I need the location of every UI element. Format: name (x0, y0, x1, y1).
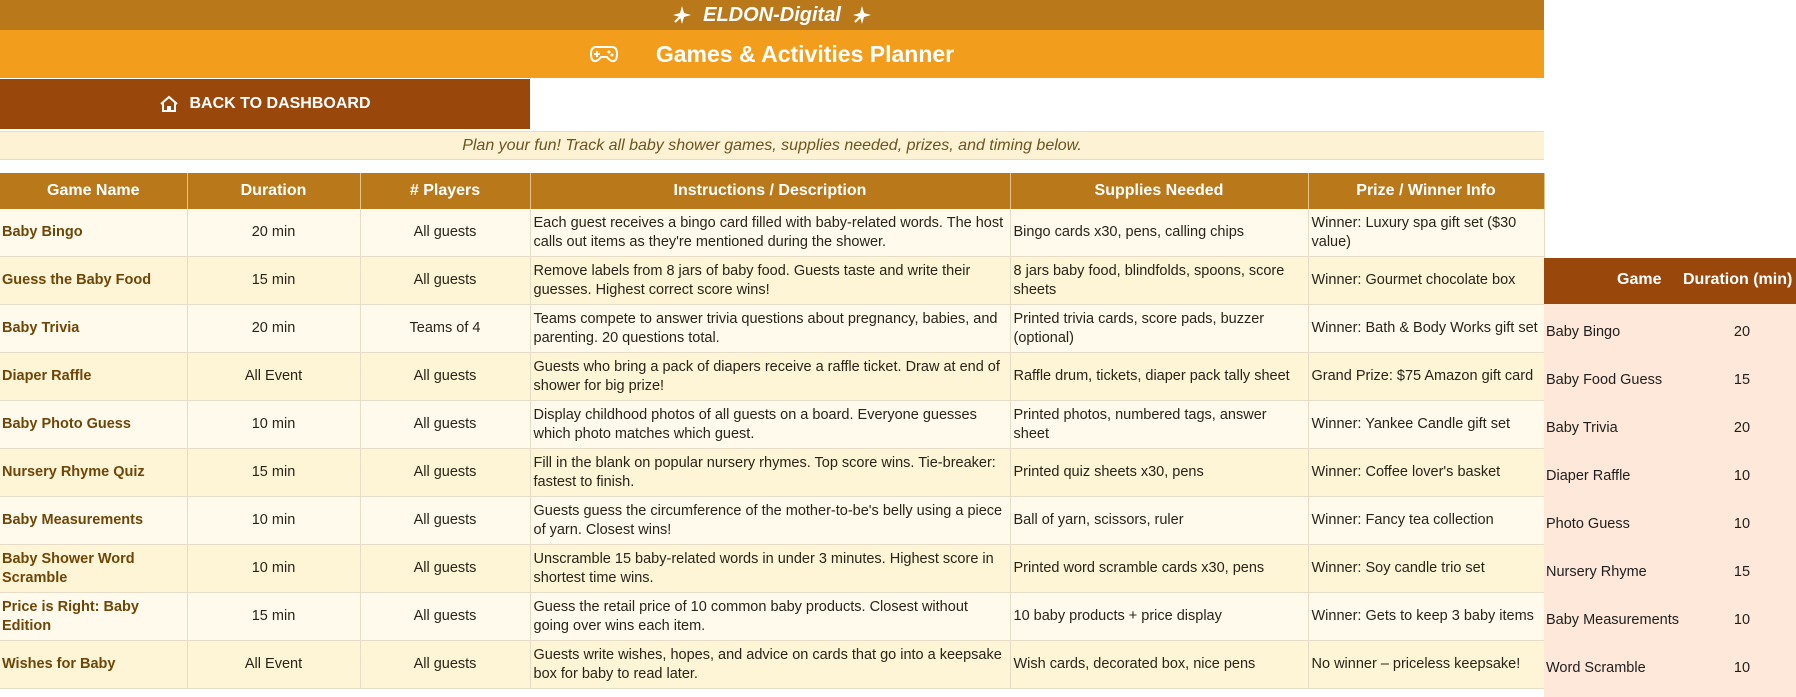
summary-duration: 10 (1733, 516, 1751, 532)
game-name-cell[interactable]: Price is Right: Baby Edition (0, 593, 187, 641)
summary-header (1544, 258, 1796, 304)
summary-game: Baby Food Guess (1546, 372, 1663, 388)
column-header[interactable]: Duration (187, 173, 360, 209)
instructions-cell[interactable]: Display childhood photos of all guests on a board. Everyone guesses which photo matches which guest. (530, 401, 1010, 449)
summary-row (1544, 448, 1796, 496)
players-cell[interactable]: All guests (360, 209, 530, 257)
table-row[interactable] (0, 209, 1544, 257)
supplies-cell[interactable]: Printed quiz sheets x30, pens (1010, 449, 1308, 497)
players-cell[interactable]: All guests (360, 401, 530, 449)
back-to-dashboard-button[interactable] (0, 79, 530, 129)
sparkle-icon (671, 4, 693, 26)
game-name-cell[interactable]: Baby Bingo (0, 209, 187, 257)
supplies-cell[interactable]: Bingo cards x30, pens, calling chips (1010, 209, 1308, 257)
prize-cell[interactable]: Winner: Yankee Candle gift set (1308, 401, 1544, 449)
summary-row (1544, 352, 1796, 400)
duration-summary-panel (1544, 258, 1796, 697)
duration-cell[interactable]: 10 min (187, 545, 360, 593)
page-subtitle: Plan your fun! Track all baby shower games, supplies needed, prizes, and timing below. (0, 131, 1544, 160)
table-row[interactable] (0, 449, 1544, 497)
summary-game: Word Scramble (1546, 660, 1646, 676)
table-row[interactable] (0, 497, 1544, 545)
page-title: Games & Activities Planner (655, 40, 955, 67)
duration-cell[interactable]: All Event (187, 641, 360, 689)
summary-game: Baby Bingo (1546, 324, 1621, 340)
brand-name: ELDON-Digital (703, 3, 841, 26)
summary-duration: 10 (1733, 612, 1751, 628)
instructions-cell[interactable]: Guests who bring a pack of diapers receive a raffle ticket. Draw at end of shower for big prize! (530, 353, 1010, 401)
summary-game: Diaper Raffle (1546, 468, 1631, 484)
prize-cell[interactable]: No winner – priceless keepsake! (1308, 641, 1544, 689)
table-header-row (0, 173, 1544, 209)
summary-row (1544, 640, 1796, 688)
duration-cell[interactable]: 10 min (187, 401, 360, 449)
house-icon (159, 95, 179, 113)
summary-row (1544, 496, 1796, 544)
column-header[interactable]: Game Name (0, 173, 187, 209)
supplies-cell[interactable]: Ball of yarn, scissors, ruler (1010, 497, 1308, 545)
summary-row (1544, 304, 1796, 352)
table-row[interactable] (0, 257, 1544, 305)
prize-cell[interactable]: Winner: Luxury spa gift set ($30 value) (1308, 209, 1544, 257)
prize-cell[interactable]: Winner: Gets to keep 3 baby items (1308, 593, 1544, 641)
instructions-cell[interactable]: Guess the retail price of 10 common baby products. Closest without going over wins each item. (530, 593, 1010, 641)
games-table (0, 173, 1545, 689)
game-name-cell[interactable]: Baby Shower Word Scramble (0, 545, 187, 593)
table-row[interactable] (0, 641, 1544, 689)
summary-duration: 10 (1733, 468, 1751, 484)
duration-cell[interactable]: 15 min (187, 449, 360, 497)
column-header[interactable]: Prize / Winner Info (1308, 173, 1544, 209)
supplies-cell[interactable]: 8 jars baby food, blindfolds, spoons, score sheets (1010, 257, 1308, 305)
summary-duration: 10 (1733, 660, 1751, 676)
prize-cell[interactable]: Winner: Soy candle trio set (1308, 545, 1544, 593)
players-cell[interactable]: All guests (360, 257, 530, 305)
duration-cell[interactable]: All Event (187, 353, 360, 401)
sparkle-icon (851, 4, 873, 26)
players-cell[interactable]: Teams of 4 (360, 305, 530, 353)
instructions-cell[interactable]: Guests guess the circumference of the mother-to-be's belly using a piece of yarn. Closest wins! (530, 497, 1010, 545)
gamepad-icon (590, 44, 618, 64)
instructions-cell[interactable]: Each guest receives a bingo card filled with baby-related words. The host calls out items as they're mentioned during the shower. (530, 209, 1010, 257)
prize-cell[interactable]: Winner: Coffee lover's basket (1308, 449, 1544, 497)
summary-duration: 20 (1733, 324, 1751, 340)
players-cell[interactable]: All guests (360, 497, 530, 545)
brand-bar (0, 0, 1544, 30)
instructions-cell[interactable]: Teams compete to answer trivia questions about pregnancy, babies, and parenting. 20 questions total. (530, 305, 1010, 353)
summary-game: Baby Measurements (1546, 612, 1679, 628)
prize-cell[interactable]: Grand Prize: $75 Amazon gift card (1308, 353, 1544, 401)
duration-cell[interactable]: 20 min (187, 209, 360, 257)
summary-row (1544, 400, 1796, 448)
supplies-cell[interactable]: Printed word scramble cards x30, pens (1010, 545, 1308, 593)
summary-duration: 20 (1733, 420, 1751, 436)
back-button-label: BACK TO DASHBOARD (189, 95, 371, 112)
players-cell[interactable]: All guests (360, 641, 530, 689)
instructions-cell[interactable]: Remove labels from 8 jars of baby food. Guests taste and write their guesses. Highest correct score wins! (530, 257, 1010, 305)
game-name-cell[interactable]: Baby Measurements (0, 497, 187, 545)
players-cell[interactable]: All guests (360, 545, 530, 593)
players-cell[interactable]: All guests (360, 593, 530, 641)
column-header[interactable]: Instructions / Description (530, 173, 1010, 209)
summary-game: Photo Guess (1546, 516, 1630, 532)
players-cell[interactable]: All guests (360, 449, 530, 497)
duration-cell[interactable]: 10 min (187, 497, 360, 545)
instructions-cell[interactable]: Guests write wishes, hopes, and advice on cards that go into a keepsake box for baby to read later. (530, 641, 1010, 689)
table-row[interactable] (0, 401, 1544, 449)
players-cell[interactable]: All guests (360, 353, 530, 401)
supplies-cell[interactable]: Raffle drum, tickets, diaper pack tally sheet (1010, 353, 1308, 401)
table-row[interactable] (0, 353, 1544, 401)
summary-row (1544, 592, 1796, 640)
summary-duration: 15 (1733, 372, 1751, 388)
summary-game: Nursery Rhyme (1546, 564, 1647, 580)
duration-cell[interactable]: 15 min (187, 257, 360, 305)
table-row[interactable] (0, 593, 1544, 641)
instructions-cell[interactable]: Unscramble 15 baby-related words in under 3 minutes. Highest score in shortest time wins. (530, 545, 1010, 593)
prize-cell[interactable]: Winner: Bath & Body Works gift set (1308, 305, 1544, 353)
game-name-cell[interactable]: Wishes for Baby (0, 641, 187, 689)
table-row[interactable] (0, 305, 1544, 353)
supplies-cell[interactable]: Printed trivia cards, score pads, buzzer (optional) (1010, 305, 1308, 353)
prize-cell[interactable]: Winner: Fancy tea collection (1308, 497, 1544, 545)
duration-cell[interactable]: 20 min (187, 305, 360, 353)
table-row[interactable] (0, 545, 1544, 593)
instructions-cell[interactable]: Fill in the blank on popular nursery rhymes. Top score wins. Tie-breaker: fastest to finish. (530, 449, 1010, 497)
column-header[interactable]: Supplies Needed (1010, 173, 1308, 209)
game-name-cell[interactable]: Baby Trivia (0, 305, 187, 353)
game-name-cell[interactable]: Diaper Raffle (0, 353, 187, 401)
summary-header-game: Game (1617, 271, 1662, 288)
duration-cell[interactable]: 15 min (187, 593, 360, 641)
summary-duration: 15 (1733, 564, 1751, 580)
page-title-bar (0, 30, 1544, 78)
supplies-cell[interactable]: 10 baby products + price display (1010, 593, 1308, 641)
supplies-cell[interactable]: Printed photos, numbered tags, answer sheet (1010, 401, 1308, 449)
prize-cell[interactable]: Winner: Gourmet chocolate box (1308, 257, 1544, 305)
game-name-cell[interactable]: Nursery Rhyme Quiz (0, 449, 187, 497)
game-name-cell[interactable]: Guess the Baby Food (0, 257, 187, 305)
column-header[interactable]: # Players (360, 173, 530, 209)
game-name-cell[interactable]: Baby Photo Guess (0, 401, 187, 449)
summary-game: Baby Trivia (1546, 420, 1618, 436)
supplies-cell[interactable]: Wish cards, decorated box, nice pens (1010, 641, 1308, 689)
summary-header-duration: Duration (min) (1683, 271, 1793, 288)
summary-row (1544, 544, 1796, 592)
